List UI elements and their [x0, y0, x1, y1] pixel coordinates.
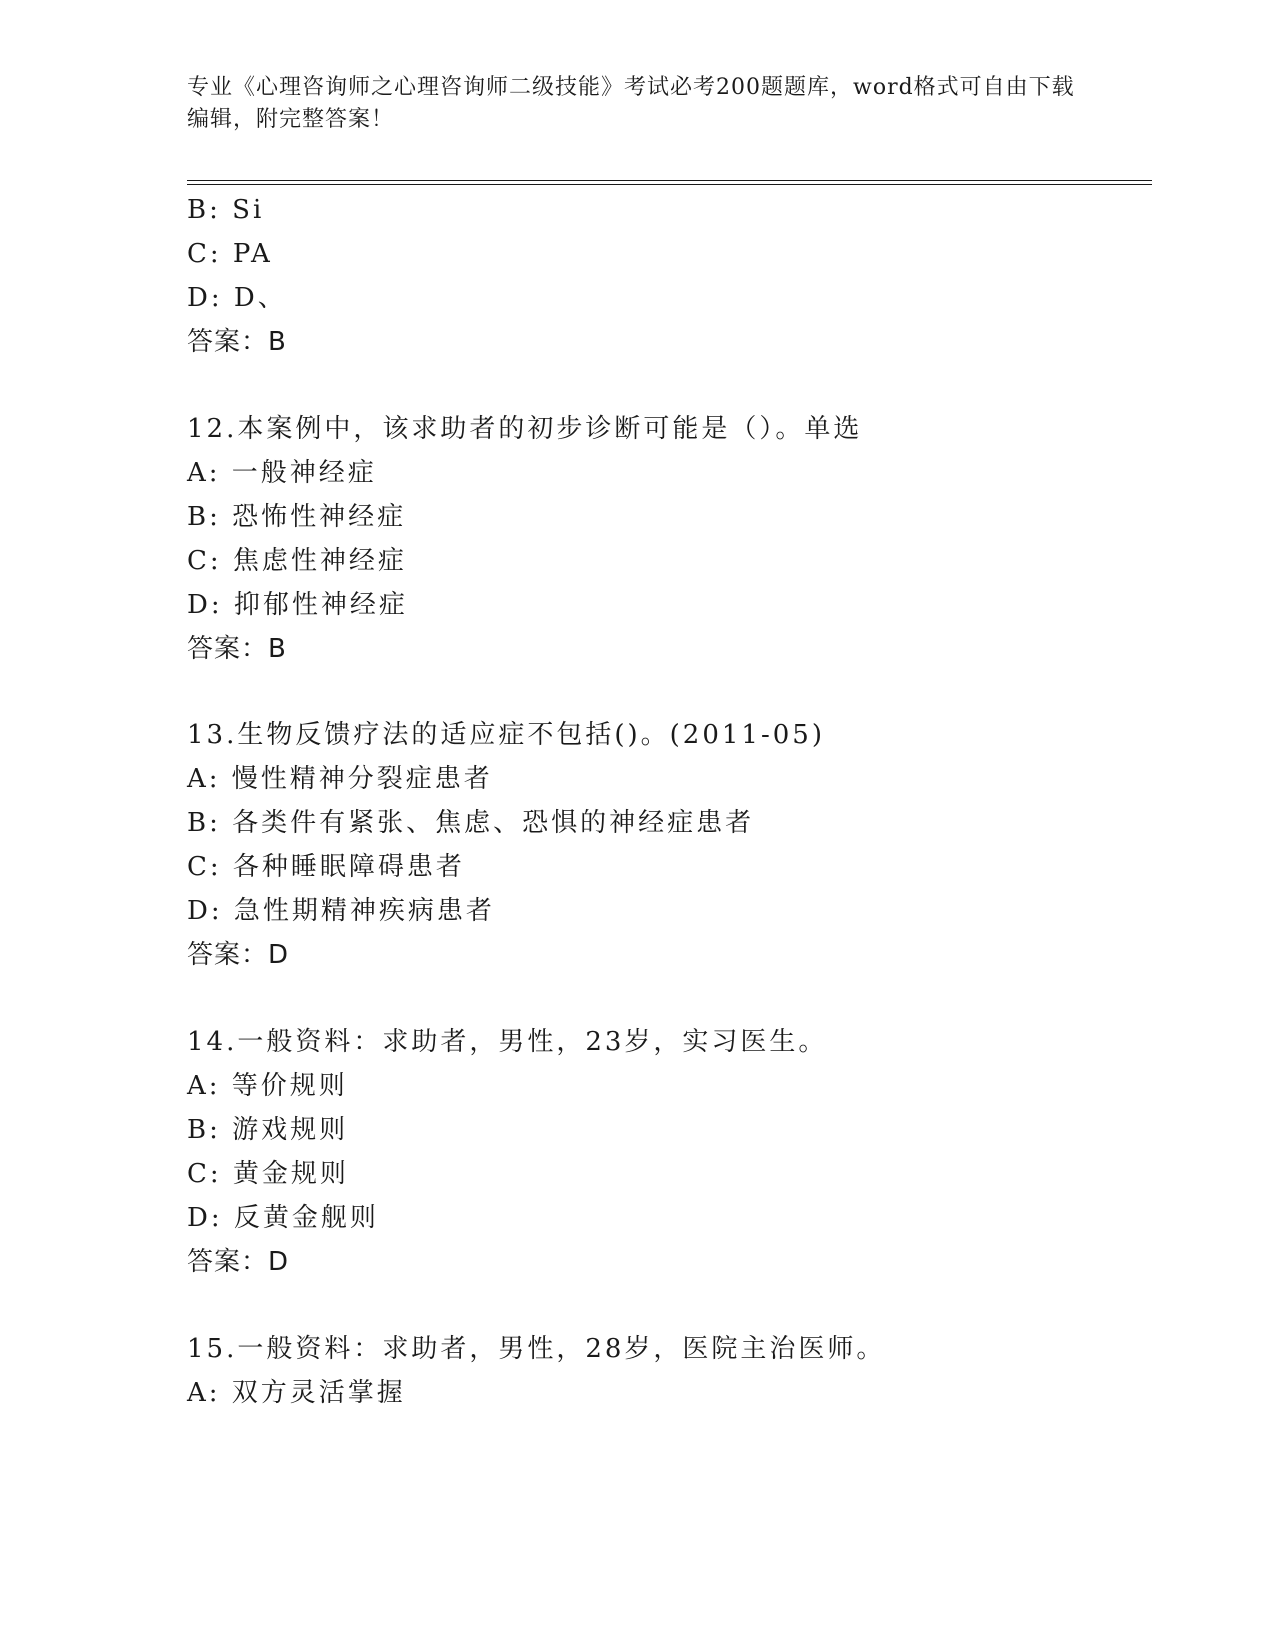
- option-d: D: 急性期精神疾病患者: [187, 896, 495, 926]
- question-12: 12.本案例中，该求助者的初步诊断可能是（）。单选: [187, 414, 863, 444]
- header-divider-bottom: [187, 184, 1152, 185]
- document-header: 专业《心理咨询师之心理咨询师二级技能》考试必考200题题库，word格式可自由下载编辑，附完整答案！: [187, 75, 1075, 132]
- option-a: A: 双方灵活掌握: [187, 1378, 406, 1408]
- question-14: 14.一般资料：求助者，男性，23岁，实习医生。: [187, 1027, 828, 1057]
- answer: 答案：B: [187, 327, 287, 357]
- option-c: C: PA: [187, 239, 273, 269]
- answer: 答案：D: [187, 1247, 290, 1277]
- option-b: B: Si: [187, 195, 265, 225]
- question-15: 15.一般资料：求助者，男性，28岁，医院主治医师。: [187, 1334, 886, 1364]
- option-b: B: 恐怖性神经症: [187, 502, 407, 532]
- option-d: D: 抑郁性神经症: [187, 590, 408, 620]
- option-b: B: 游戏规则: [187, 1115, 349, 1145]
- option-c: C: 焦虑性神经症: [187, 546, 407, 576]
- header-divider-top: [187, 180, 1152, 181]
- option-c: C: 各种睡眠障碍患者: [187, 852, 465, 882]
- option-a: A: 一般神经症: [187, 458, 377, 488]
- option-b: B: 各类件有紧张、焦虑、恐惧的神经症患者: [187, 808, 755, 838]
- question-13: 13.生物反馈疗法的适应症不包括()。(2011-05): [187, 720, 825, 750]
- option-a: A: 慢性精神分裂症患者: [187, 764, 493, 794]
- option-d: D: 反黄金舰则: [187, 1203, 379, 1233]
- answer: 答案：B: [187, 634, 287, 664]
- option-a: A: 等价规则: [187, 1071, 348, 1101]
- option-d: D: D、: [187, 283, 287, 313]
- answer: 答案：D: [187, 940, 290, 970]
- option-c: C: 黄金规则: [187, 1159, 349, 1189]
